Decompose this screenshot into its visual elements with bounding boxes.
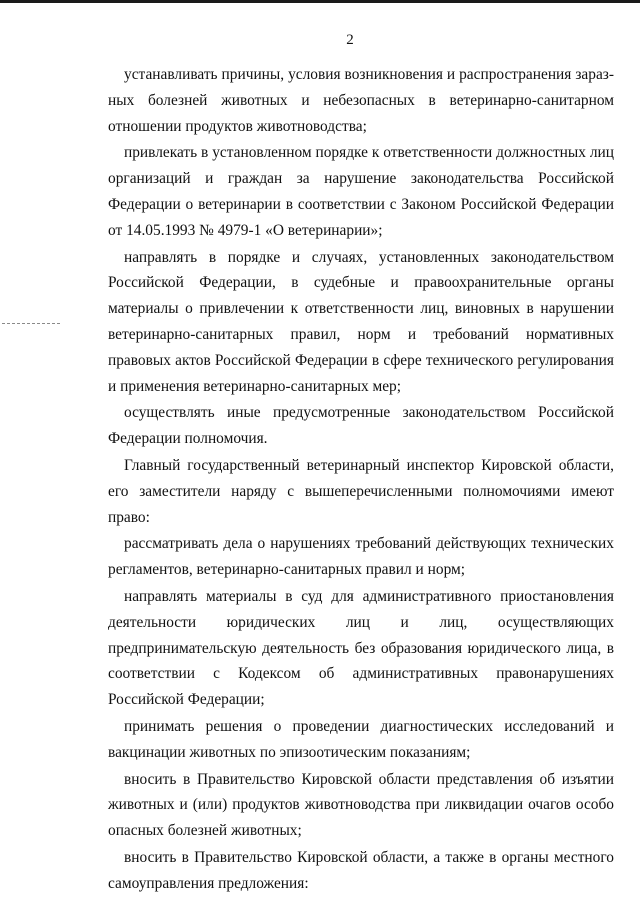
paragraph-court-suspension: направлять материалы в суд для административного приостановления деятельности юридических лиц и лиц, осуществляющих предпринимательскую деятельность без образования юридического лица, в соответствии с Кодексом об административных правонарушениях Российской Федерации; xyxy=(108,587,614,709)
paragraph-hold-liable: привлекать в установленном порядке к ответственности должностных лиц организаций и граждан за нарушение законодательства Российской Федерации о ветеринарии в соответствии с Законом Российской Федерации от 14.05.1993 № 4979-1 «О ветеринарии»; xyxy=(108,144,614,239)
scan-top-border xyxy=(0,0,640,3)
paragraph-other-powers: осуществлять иные предусмотренные законодательством Российской Федерации полномочия. xyxy=(108,404,614,448)
paragraph-send-materials: направлять в порядке и случаях, установленных законодательством Российской Федерации, в судебные и правоохранительные органы материалы о привлечении к ответственности лиц, виновных в нарушении ветеринарно-санитарных правил, норм и требований нормативных правовых актов Российской Федерации в сфере технического регулирования и применения ветеринарно-санитарных мер; xyxy=(108,248,614,395)
paragraph-consider-cases: рассматривать дела о нарушениях требований действующих технических регламентов, ветеринарно-санитарных правил и норм; xyxy=(108,535,614,579)
paragraph-chief-inspector-rights: Главный государственный ветеринарный инспектор Кировской области, его заместители наряду с вышеперечисленными полномочиями имеют право: xyxy=(108,456,614,526)
margin-scan-mark xyxy=(2,323,60,324)
paragraph-seizure-proposals: вносить в Правительство Кировской области представления об изъятии животных и (или) продуктов животноводства при ликвидации очагов особо опасных болезней животных; xyxy=(108,770,614,840)
paragraph-establish-causes: устанавливать причины, условия возникновения и распространения заразных болезней животных и небезопасных в ветеринарно-санитарном отношении продуктов животноводства; xyxy=(108,66,614,135)
paragraph-diagnostics-vaccination: принимать решения о проведении диагностических исследований и вакцинации животных по эпизоотическим показаниям; xyxy=(108,717,614,761)
paragraph-local-government-proposals: вносить в Правительство Кировской области, а также в органы местного самоуправления предложения: xyxy=(108,848,614,892)
page-number: 2 xyxy=(346,32,354,48)
document-body xyxy=(108,62,614,897)
